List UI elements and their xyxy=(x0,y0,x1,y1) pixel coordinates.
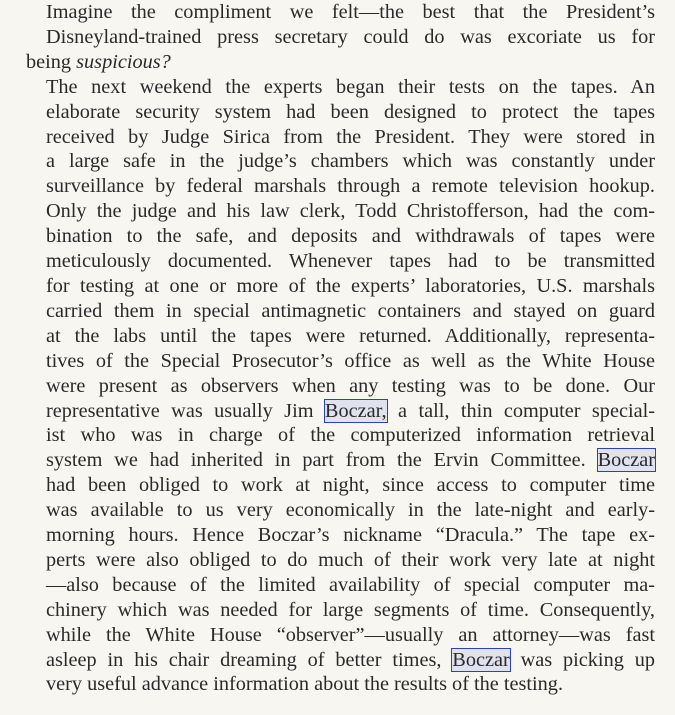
text-line: surveillance by federal marshals through a remote television hookup. xyxy=(46,175,655,198)
text-line: carried them in special antimagnetic containers and stayed on guard xyxy=(46,299,655,322)
paragraph-2-lines xyxy=(26,75,655,399)
highlighted-name[interactable]: Boczar, xyxy=(324,399,387,422)
text-line: The next weekend the experts began their tests on the tapes. An xyxy=(46,75,655,98)
highlighted-name[interactable]: Boczar xyxy=(452,648,510,671)
italic-word: suspicious? xyxy=(76,50,171,73)
text-line: ist who was in charge of the computerized information retrieval xyxy=(46,424,655,447)
text-line: at the labs until the tapes were returned. Additionally, representa- xyxy=(46,324,655,347)
text-line: elaborate security system had been designed to protect the tapes xyxy=(46,100,655,123)
text-fragment: asleep in his chair dreaming of better times, xyxy=(46,648,453,671)
text-line: chinery which was needed for large segments of time. Consequently, xyxy=(46,598,655,621)
paragraph-2-middle-lines xyxy=(26,473,655,647)
text-line: received by Judge Sirica from the President. They were stored in xyxy=(46,125,655,148)
text-fragment: system we had inherited in part from the Ervin Committee. xyxy=(46,449,598,472)
text-line: Only the judge and his law clerk, Todd Christofferson, had the com- xyxy=(46,200,655,223)
text-line: a large safe in the judge’s chambers which was constantly under xyxy=(46,150,655,173)
text-line: bination to the safe, and deposits and withdrawals of tapes were xyxy=(46,225,655,248)
text-fragment: being xyxy=(26,50,77,73)
text-line: meticulously documented. Whenever tapes had to be transmitted xyxy=(46,250,655,273)
text-fragment: a tall, thin computer special- xyxy=(386,399,655,422)
text-line xyxy=(26,648,655,673)
text-line: were present as observers when any testing was to be done. Our xyxy=(46,374,655,397)
text-line: —also because of the limited availability of special computer ma- xyxy=(46,573,655,596)
highlighted-name[interactable]: Boczar xyxy=(597,449,655,472)
text-fragment: representative was usually Jim xyxy=(46,399,325,422)
text-line: was available to us very economically in the late-night and early- xyxy=(46,499,655,522)
text-line: had been obliged to work at night, since access to computer time xyxy=(46,474,655,497)
text-line: for testing at one or more of the experts’ laboratories, U.S. marshals xyxy=(46,274,655,297)
text-line xyxy=(26,50,655,75)
paragraph-2 xyxy=(26,75,655,698)
text-line xyxy=(26,448,655,473)
text-line: tives of the Special Prosecutor’s office as well as the White House xyxy=(46,349,655,372)
text-line: perts were also obliged to do much of their work very late at night xyxy=(46,548,655,571)
text-line: very useful advance information about the results of the testing. xyxy=(46,673,564,696)
text-line: Disneyland-trained press secretary could do was excoriate us for xyxy=(46,25,655,48)
text-fragment: was picking up xyxy=(509,648,656,671)
text-line: morning hours. Hence Boczar’s nickname “Dracula.” The tape ex- xyxy=(46,524,655,547)
text-line: while the White House “observer”—usually an attorney—was fast xyxy=(46,623,655,646)
text-line: Imagine the compliment we felt—the best that the President’s xyxy=(46,1,655,23)
paragraph-1 xyxy=(26,0,655,75)
text-line xyxy=(26,399,655,424)
